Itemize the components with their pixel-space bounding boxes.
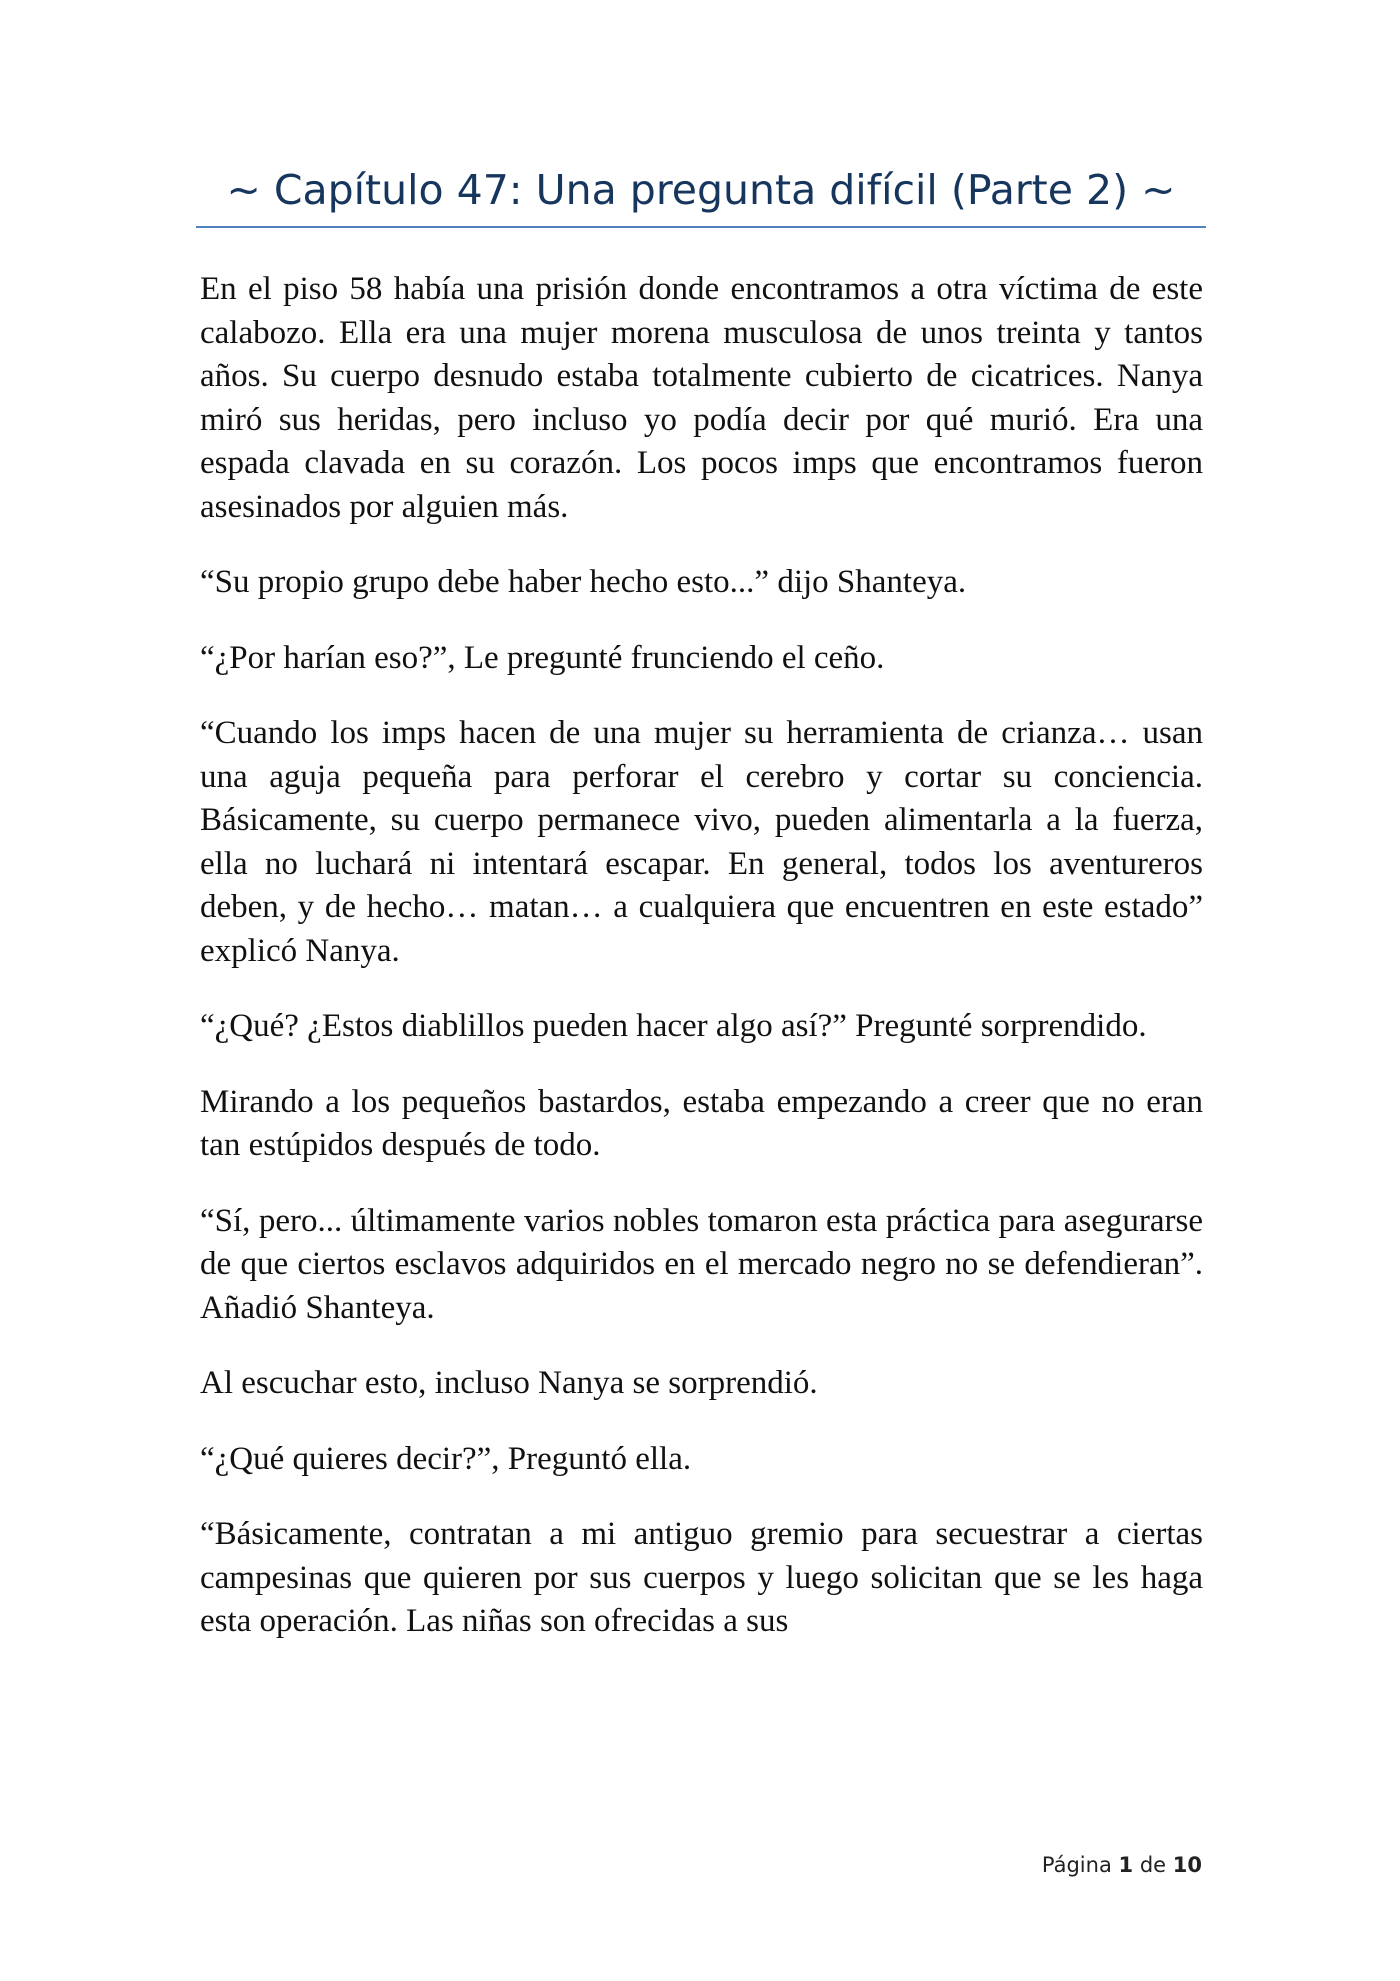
paragraph: “¿Por harían eso?”, Le pregunté frunciendo el ceño.	[200, 639, 885, 676]
chapter-title: ~ Capítulo 47: Una pregunta difícil (Parte 2) ~	[226, 166, 1176, 214]
chapter-title-block	[196, 160, 1206, 228]
paragraph: Al escuchar esto, incluso Nanya se sorprendió.	[200, 1365, 818, 1401]
paragraph: “Su propio grupo debe haber hecho esto...” dijo Shanteya.	[200, 564, 967, 600]
page-number-footer	[1042, 1853, 1202, 1877]
paragraph: “¿Qué? ¿Estos diablillos pueden hacer algo así?” Pregunté sorprendido.	[200, 1008, 1147, 1044]
paragraph: “Sí, pero... últimamente varios nobles tomaron esta práctica para asegurarse de que ciertos esclavos adquiridos en el mercado negro no se defendieran”. Añadió Shanteya.	[200, 1202, 1203, 1326]
page-label: Página	[1041, 1853, 1112, 1877]
paragraph: En el piso 58 había una prisión donde encontramos a otra víctima de este calabozo. Ella era una mujer morena musculosa de unos treinta y tantos años. Su cuerpo desnudo estaba totalmente cubierto de cicatrices. Nanya miró sus heridas, pero incluso yo podía decir por qué murió. Era una espada clavada en su corazón. Los pocos imps que encontramos fueron asesinados por alguien más.	[200, 271, 1203, 525]
paragraph: “Básicamente, contratan a mi antiguo gremio para secuestrar a ciertas campesinas que quieren por sus cuerpos y luego solicitan que se les haga esta operación. Las niñas son ofrecidas a sus	[200, 1516, 1203, 1639]
total-pages-number: 10	[1172, 1853, 1202, 1877]
page-separator: de	[1139, 1853, 1167, 1877]
current-page-number: 1	[1118, 1853, 1134, 1877]
paragraph: “Cuando los imps hacen de una mujer su herramienta de crianza… usan una aguja pequeña para perforar el cerebro y cortar su conciencia. Básicamente, su cuerpo permanece vivo, pueden alimentarla a la fuerza, ella no luchará ni intentará escapar. En general, todos los aventureros deben, y de hecho… matan… a cualquiera que encuentren en este estado” explicó Nanya.	[200, 715, 1203, 969]
chapter-body	[200, 268, 1203, 1676]
paragraph: Mirando a los pequeños bastardos, estaba empezando a creer que no eran tan estúpidos después de todo.	[200, 1083, 1203, 1163]
paragraph: “¿Qué quieres decir?”, Preguntó ella.	[200, 1440, 692, 1477]
